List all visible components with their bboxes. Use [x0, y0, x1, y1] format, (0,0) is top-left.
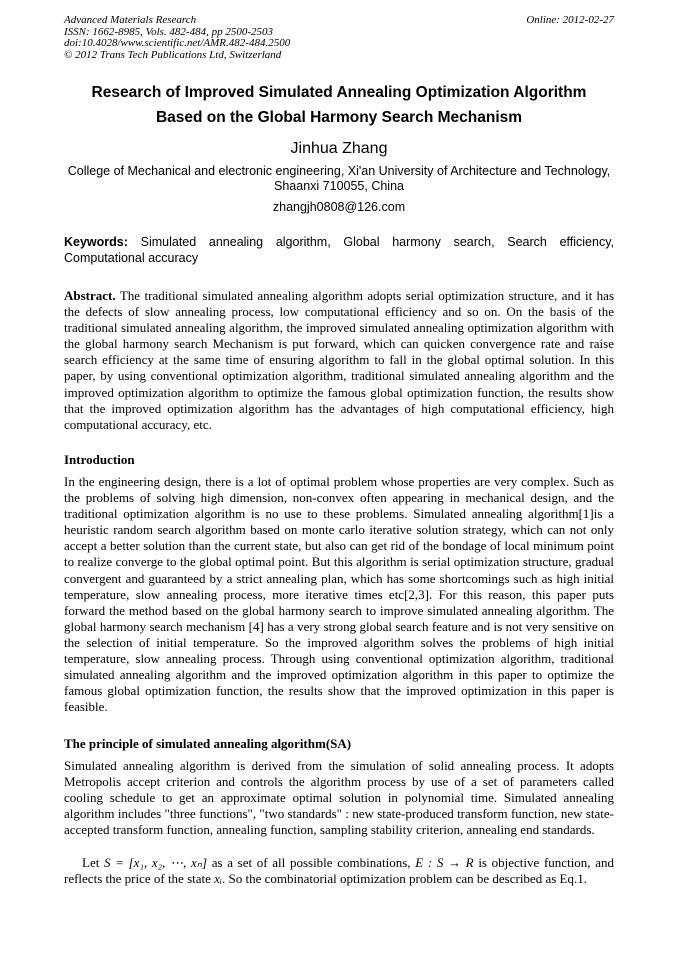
introduction-heading: Introduction: [64, 452, 135, 467]
text: Let: [82, 855, 104, 870]
keywords: [64, 234, 614, 266]
abstract: [64, 288, 614, 433]
issn: ISSN: 1662-8985, Vols. 482-484, pp 2500-2503: [64, 25, 273, 38]
keywords-label: Keywords:: [64, 235, 128, 249]
abstract-label: Abstract.: [64, 288, 116, 303]
math-objective: E : S → R: [415, 855, 474, 870]
introduction-text: In the engineering design, there is a lot of optimal problem whose properties are very complex. Such as the problems of solving high dimension, non-convex often appearing in mechanical design, and the traditional optimization algorithm is no use to these problems. Simulated annealing algorithm[1]is a heuristic random search algorithm based on monte carlo iterative solution strategy, which can not only accept a better solution than the current state, but also can get rid of the bondage of local minimum point to realize converge to the global optimal point. But this algorithm is serial optimization structure, gradual convergent and guaranteed by a strict annealing plan, which has some shortcomings such as high initial temperature, slow annealing process, more iterative times etc[2,3]. For this reason, this paper puts forward the method based on the global harmony search to improve simulated annealing algorithm. The global harmony search mechanism [4] has a very strong global search feature and is not very sensitive on the selection of initial temperature. So the improved algorithm solves the problems of high initial temperature, slow annealing process. Through using conventional optimization algorithm, traditional simulated annealing algorithm and the improved optimization algorithm in this paper to optimize the famous global optimization function, the results show that the improved optimization in this paper is feasible.: [64, 474, 614, 715]
sa-paragraph-1: Simulated annealing algorithm is derived from the simulation of solid annealing process. It adopts Metropolis accept criterion and controls the algorithm process by use of a set of parameters called cooling schedule to get an approximate optimal solution in polynomial time. Simulated annealing algorithm includes "three functions", "two standards" : new state-produced transform function, new state-accepted transform function, annealing function, sampling stability criterion, annealing end standards.: [64, 758, 614, 838]
text: as a set of all possible combinations,: [207, 855, 416, 870]
sa-heading: The principle of simulated annealing algorithm(SA): [64, 736, 352, 751]
math-state: xᵢ: [214, 871, 222, 887]
paper-title: [40, 80, 638, 130]
copyright: © 2012 Trans Tech Publications Ltd, Switzerland: [64, 48, 282, 61]
affiliation: College of Mechanical and electronic engineering, Xi'an University of Architecture and Technology, Shaanxi 710055, China: [67, 164, 611, 193]
abstract-text: The traditional simulated annealing algorithm adopts serial optimization structure, and it has the defects of slow annealing process, low computational efficiency and so on. On the basis of the traditional simulated annealing algorithm, the improved simulated annealing optimization algorithm with the global harmony search Mechanism is put forward, which can quicken convergence rate and raise search efficiency at the same time of ensuring algorithm to fall in the global optimal solution. In this paper, by using conventional optimization algorithm, traditional simulated annealing algorithm and the improved optimization algorithm to optimize the famous global optimization function, the results show that the improved optimization algorithm has the advantages of high computational efficiency, high computational accuracy, etc.: [64, 288, 614, 432]
journal-header: [64, 15, 290, 61]
journal-name: Advanced Materials Research: [64, 14, 197, 26]
title-line-2: Based on the Global Harmony Search Mechanism: [155, 109, 523, 126]
author: Jinhua Zhang: [290, 140, 388, 157]
keywords-text: Simulated annealing algorithm, Global harmony search, Search efficiency, Computational accuracy: [64, 235, 614, 265]
email: zhangjh0808@126.com: [272, 200, 406, 214]
online-date: Online: 2012-02-27: [526, 14, 614, 26]
doi: doi:10.4028/www.scientific.net/AMR.482-484.2500: [64, 37, 291, 49]
text: is objective function, and reflects the price of the state: [64, 855, 614, 887]
math-set-s: S = [x₁, x₂, ⋯, xₙ]: [104, 855, 208, 870]
sa-paragraph-2: [64, 855, 614, 887]
title-line-1: Research of Improved Simulated Annealing Optimization Algorithm: [91, 84, 587, 101]
text: . So the combinatorial optimization problem can be described as Eq.1.: [221, 871, 587, 887]
